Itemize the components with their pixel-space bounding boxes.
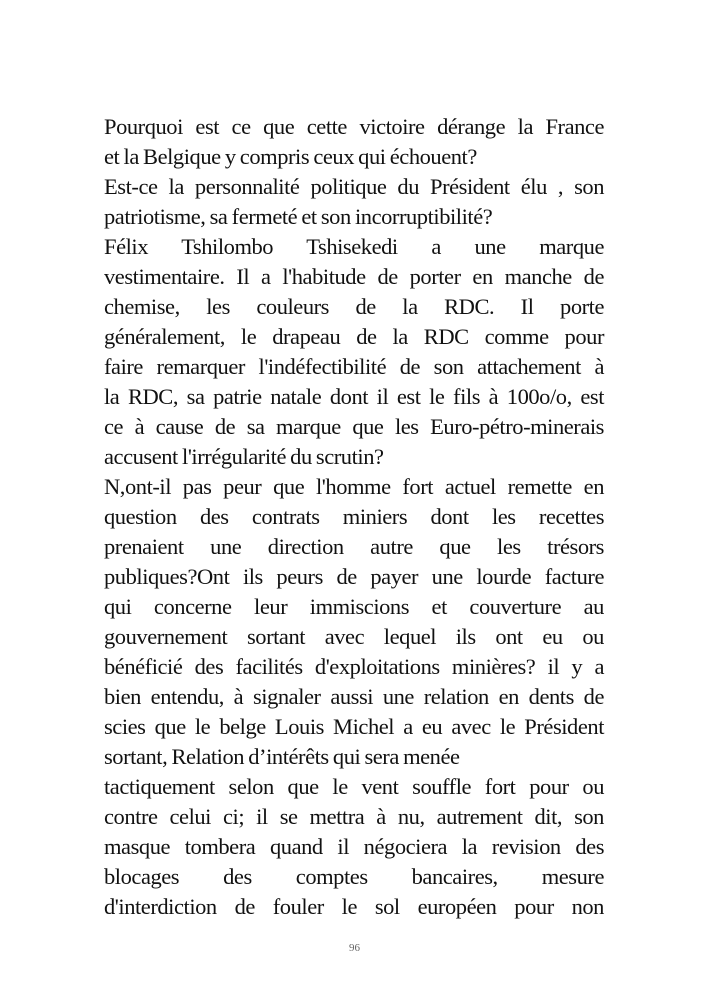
text-line: scies que le belge Louis Michel a eu avec le Président [104,714,604,739]
text-line: Pourquoi est ce que cette victoire dérange la France [104,114,604,139]
text-line: Félix Tshilombo Tshisekedi a une marque [104,234,604,259]
text-line: tactiquement selon que le vent souffle fort pour ou [104,774,604,799]
body-text [104,112,604,922]
text-line: bien entendu, à signaler aussi une relation en dents de [104,684,604,709]
text-line: blocages des comptes bancaires, mesure [104,864,604,889]
text-line: d'interdiction de fouler le sol européen pour non [104,894,604,919]
text-line: qui concerne leur immiscions et couverture au [104,594,604,619]
text-line: gouvernement sortant avec lequel ils ont eu ou [104,624,604,649]
text-line: patriotisme, sa fermeté et son incorruptibilité? [104,204,493,229]
text-line: accusent l'irrégularité du scrutin? [104,444,384,469]
text-line: ce à cause de sa marque que les Euro-pétro-minerais [104,414,604,439]
text-line: faire remarquer l'indéfectibilité de son attachement à [104,354,604,379]
text-line: question des contrats miniers dont les recettes [104,504,604,529]
text-line: bénéficié des facilités d'exploitations minières? il y a [104,654,604,679]
text-line: masque tombera quand il négociera la revision des [104,834,604,859]
page-number: 96 [349,942,360,954]
text-line: Est-ce la personnalité politique du Président élu , son [104,174,604,199]
text-line: et la Belgique y compris ceux qui échouent? [104,144,477,169]
text-line: N,ont-il pas peur que l'homme fort actuel remette en [104,474,604,499]
text-line: prenaient une direction autre que les trésors [104,534,604,559]
text-line: chemise, les couleurs de la RDC. Il porte [104,294,604,319]
text-line: vestimentaire. Il a l'habitude de porter en manche de [104,264,604,289]
text-line: sortant, Relation d’intérêts qui sera menée [104,744,460,769]
text-line: généralement, le drapeau de la RDC comme pour [104,324,604,349]
text-line: publiques?Ont ils peurs de payer une lourde facture [104,564,604,589]
text-line: la RDC, sa patrie natale dont il est le fils à 100o/o, est [104,384,604,409]
text-line: contre celui ci; il se mettra à nu, autrement dit, son [104,804,604,829]
